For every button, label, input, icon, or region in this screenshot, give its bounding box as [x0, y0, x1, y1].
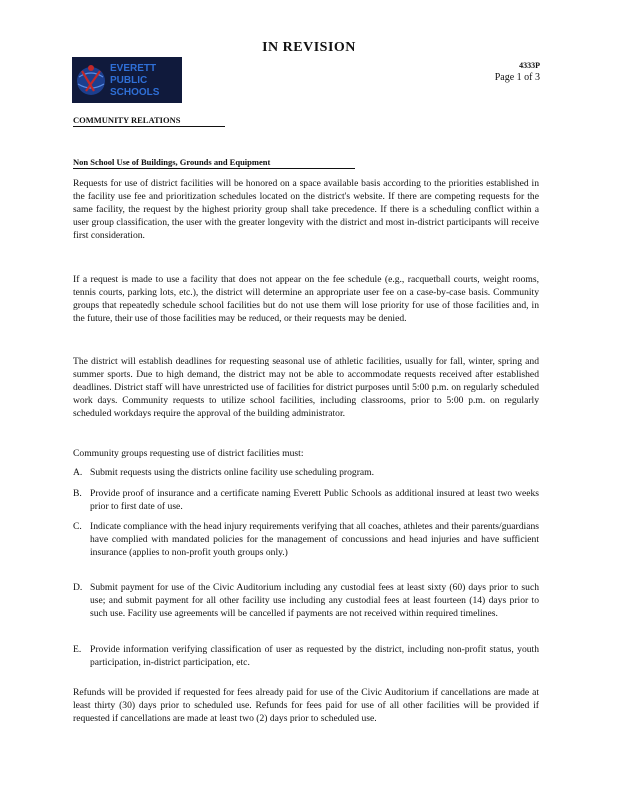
paragraph-fees: If a request is made to use a facility that does not appear on the fee schedule (e.g., racquetball courts, weight rooms, tennis courts, parking lots, etc.), the district will determine an appropriate user fee on a case-by-case basis. Community groups that repeatedly schedule school facilities but do not use them will lose priority for use of those facilities and, in the future, their use of those facilities may be reduced, or their requests may be denied. [73, 274, 539, 324]
document-number: 4333P [519, 61, 540, 70]
requirement-text: Submit payment for use of the Civic Auditorium including any custodial fees at least sixty (60) days prior to such use; and submit payment for all other facility use including any custodial fees at least fourteen (14) days prior to such use. Facility use agreements will be cancelled if payments are not received within required timelines. [90, 582, 539, 619]
logo-line-1: EVERETT [110, 63, 157, 74]
paragraph-requirements-intro: Community groups requesting use of district facilities must: [73, 448, 304, 459]
everett-public-schools-logo [72, 57, 182, 103]
list-marker: B. [73, 488, 82, 499]
section-label: COMMUNITY RELATIONS [73, 115, 225, 127]
list-marker: E. [73, 644, 82, 655]
paragraph-deadlines: The district will establish deadlines for requesting seasonal use of athletic facilities, usually for fall, winter, spring and summer sports. Due to high demand, the district may not be able to accommodate requests received after established deadlines. District staff will have unrestricted use of facilities for district purposes until 5:00 p.m. on regularly scheduled work days. Community requests to utilize school facilities, including classrooms, prior to 5:00 p.m. on regularly scheduled workdays require the approval of the building administrator. [73, 356, 539, 419]
requirement-text: Provide proof of insurance and a certificate naming Everett Public Schools as additional insured at least two weeks prior to first date of use. [90, 488, 539, 512]
page-title: IN REVISION [262, 40, 356, 55]
paragraph-priority: Requests for use of district facilities will be honored on a space available basis according to the priorities established in the facility use fee and prioritization schedules located on the district's website. If there are competing requests for the same facility, the request by the highest priority group shall take precedence. If there is a scheduling conflict within a user group classification, the user with the greater longevity with the district and most in-district participants will receive first consideration. [73, 178, 539, 241]
requirement-item [73, 487, 539, 513]
logo-line-2: PUBLIC [110, 75, 148, 86]
requirement-text: Submit requests using the districts online facility use scheduling program. [90, 467, 375, 478]
requirement-text: Provide information verifying classification of user as requested by the district, including non-profit status, youth participation, in-district participation, etc. [90, 644, 539, 668]
list-marker: C. [73, 521, 82, 532]
requirement-item [73, 520, 539, 559]
requirement-item [73, 643, 539, 669]
paragraph-refunds: Refunds will be provided if requested for fees already paid for use of the Civic Auditorium if cancellations are made at least thirty (30) days prior to scheduled use. Refunds for fees paid for use of all other facilities will be provided if requested if cancellations are made at least two (2) days prior to scheduled use. [73, 687, 539, 724]
subject-heading: Non School Use of Buildings, Grounds and Equipment [73, 157, 355, 169]
requirement-text: Indicate compliance with the head injury requirements verifying that all coaches, athletes and their parents/guardians have complied with mandated policies for the management of concussions and head injuries and have sufficient insurance (applies to non-profit youth groups only.) [90, 521, 539, 558]
list-marker: D. [73, 582, 83, 593]
requirement-item [73, 581, 539, 620]
requirement-item [73, 466, 539, 479]
page-number: Page 1 of 3 [494, 72, 540, 83]
list-marker: A. [73, 467, 83, 478]
logo-line-3: SCHOOLS [110, 87, 160, 98]
globe-icon [77, 67, 105, 95]
